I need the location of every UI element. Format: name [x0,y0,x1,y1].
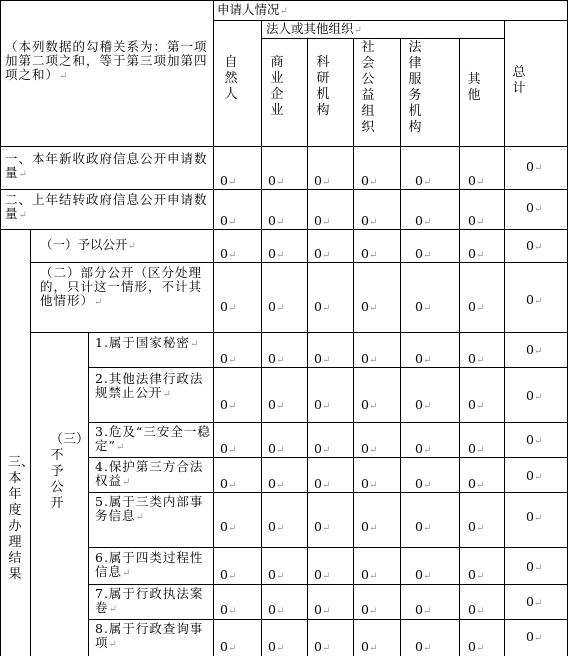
value-cell-d5: 0↵ [415,519,432,534]
value-cell-d4: 0↵ [361,476,378,491]
value-cell-new-requests: 0↵ [314,173,331,188]
total-cell-d8: 0↵ [526,629,543,644]
grid-line [567,0,568,656]
value-cell-partial: 0↵ [220,299,237,314]
value-cell-d3: 0↵ [415,441,432,456]
value-cell-carried-over: 0↵ [361,213,378,228]
total-cell-d3: 0↵ [526,432,543,447]
grid-line [307,38,308,656]
value-cell-new-requests: 0↵ [415,173,432,188]
header-note [5,40,210,84]
grid-line [213,0,214,656]
total-cell-partial: 0↵ [526,292,543,307]
header-note-text: （本列数据的勾稽关系为：第一项加第二项之和，等于第三项加第四项之和） [5,39,208,82]
paragraph-mark: ↵ [279,6,288,17]
value-cell-d5: 0↵ [314,519,331,534]
applicant-status-header [217,3,497,19]
row-label-d8: 8.属于行政查询事项↵ [95,621,204,650]
value-cell-d2: 0↵ [268,397,285,412]
value-cell-partial: 0↵ [268,299,285,314]
total-cell-new-requests: 0↵ [526,159,543,174]
value-cell-partial: 0↵ [314,299,331,314]
value-cell-d6: 0↵ [220,567,237,582]
value-cell-d7: 0↵ [220,602,237,617]
value-cell-carried-over: 0↵ [415,213,432,228]
value-cell-d4: 0↵ [468,476,485,491]
total-cell-carried-over: 0↵ [526,200,543,215]
col-header-natural-person: 自然人 [224,55,238,102]
value-cell-d5: 0↵ [468,519,485,534]
value-cell-d1: 0↵ [468,351,485,366]
total-cell-d6: 0↵ [526,559,543,574]
value-cell-d2: 0↵ [468,397,485,412]
col-header-research: 科研机构 [316,55,330,118]
value-cell-d3: 0↵ [361,441,378,456]
value-cell-d7: 0↵ [361,602,378,617]
value-cell-d8: 0↵ [268,639,285,654]
total-cell-d7: 0↵ [526,594,543,609]
legal-person-label: 法人或其他组织 [266,21,354,36]
grid-line [88,619,568,620]
col-header-social-welfare: 社会公益组织 [361,40,375,135]
grid-line [88,547,568,548]
value-cell-grant: 0↵ [268,246,285,261]
grid-line [504,20,505,656]
row-label-d7: 7.属于行政执法案卷↵ [95,586,204,615]
col-header-commercial: 商业企业 [270,55,284,118]
value-cell-d1: 0↵ [268,351,285,366]
value-cell-new-requests: 0↵ [361,173,378,188]
value-cell-grant: 0↵ [220,246,237,261]
value-cell-carried-over: 0↵ [468,213,485,228]
value-cell-carried-over: 0↵ [268,213,285,228]
value-cell-d6: 0↵ [415,567,432,582]
applicant-status-label: 申请人情况 [217,2,280,17]
grid-line [88,332,89,656]
grid-line [353,38,354,656]
grid-line [261,20,262,656]
value-cell-d8: 0↵ [314,639,331,654]
value-cell-d6: 0↵ [314,567,331,582]
value-cell-grant: 0↵ [361,246,378,261]
value-cell-d4: 0↵ [415,476,432,491]
value-cell-grant: 0↵ [415,246,432,261]
paragraph-mark: ↵ [59,71,69,82]
grid-line [261,38,505,39]
value-cell-d3: 0↵ [268,441,285,456]
grid-line [0,146,567,147]
total-cell-d4: 0↵ [526,468,543,483]
value-cell-d1: 0↵ [314,351,331,366]
total-cell-d2: 0↵ [526,388,543,403]
grid-line [0,0,567,1]
value-cell-d3: 0↵ [220,441,237,456]
grid-line [88,584,568,585]
row-label-d5: 5.属于三类内部事务信息↵ [95,494,204,523]
grid-line [0,0,1,656]
row-label-deny-group: （三）不予公开 [50,432,90,511]
col-header-total: 总计 [512,65,526,96]
value-cell-grant: 0↵ [468,246,485,261]
value-cell-d1: 0↵ [220,351,237,366]
row-label-grant: （一）予以公开↵ [40,237,136,252]
row-label-d6: 6.属于四类过程性信息↵ [95,550,204,579]
grid-line [88,422,568,423]
value-cell-d5: 0↵ [361,519,378,534]
value-cell-new-requests: 0↵ [468,173,485,188]
col-header-legal-service: 法律服务机构 [408,40,422,135]
grid-line [30,229,31,656]
col-header-other: 其他 [467,72,481,103]
value-cell-d4: 0↵ [268,476,285,491]
value-cell-d7: 0↵ [268,602,285,617]
value-cell-d2: 0↵ [415,397,432,412]
row-label-section3: 三、本年度办理结果 [8,455,35,582]
total-cell-d5: 0↵ [526,509,543,524]
value-cell-d3: 0↵ [468,441,485,456]
total-cell-grant: 0↵ [526,238,543,253]
value-cell-d7: 0↵ [314,602,331,617]
grid-line [400,38,401,656]
value-cell-d4: 0↵ [314,476,331,491]
value-cell-new-requests: 0↵ [220,173,237,188]
value-cell-d3: 0↵ [314,441,331,456]
value-cell-d7: 0↵ [415,602,432,617]
value-cell-partial: 0↵ [415,299,432,314]
value-cell-d1: 0↵ [361,351,378,366]
total-cell-d1: 0↵ [526,342,543,357]
paragraph-mark: ↵ [353,25,362,36]
value-cell-partial: 0↵ [468,299,485,314]
value-cell-d2: 0↵ [314,397,331,412]
value-cell-d6: 0↵ [468,567,485,582]
value-cell-carried-over: 0↵ [314,213,331,228]
row-label-new-requests: 一、本年新收政府信息公开申请数量↵ [5,151,208,180]
row-label-partial: （二）部分公开（区分处理的，只计这一情形，不计其他情形）↵ [40,265,203,308]
value-cell-grant: 0↵ [314,246,331,261]
row-label-d4: 4.保护第三方合法权益↵ [95,459,204,488]
value-cell-d8: 0↵ [468,639,485,654]
value-cell-d5: 0↵ [220,519,237,534]
value-cell-d6: 0↵ [361,567,378,582]
value-cell-d8: 0↵ [415,639,432,654]
value-cell-partial: 0↵ [361,299,378,314]
value-cell-new-requests: 0↵ [268,173,285,188]
grid-line [459,38,460,656]
value-cell-d2: 0↵ [361,397,378,412]
value-cell-d2: 0↵ [220,397,237,412]
value-cell-d5: 0↵ [268,519,285,534]
grid-line [30,332,568,333]
value-cell-d7: 0↵ [468,602,485,617]
value-cell-d8: 0↵ [361,639,378,654]
row-label-d1: 1.属于国家秘密↵ [95,335,200,350]
value-cell-d4: 0↵ [220,476,237,491]
grid-line [30,262,568,263]
row-label-carried-over: 二、上年结转政府信息公开申请数量↵ [5,192,208,221]
legal-person-header [266,22,501,38]
value-cell-carried-over: 0↵ [220,213,237,228]
value-cell-d8: 0↵ [220,639,237,654]
value-cell-d1: 0↵ [415,351,432,366]
row-label-d2: 2.其他法律行政法规禁止公开↵ [95,371,204,400]
value-cell-d6: 0↵ [268,567,285,582]
row-label-d3: 3.危及“三安全一稳定”↵ [95,424,211,453]
